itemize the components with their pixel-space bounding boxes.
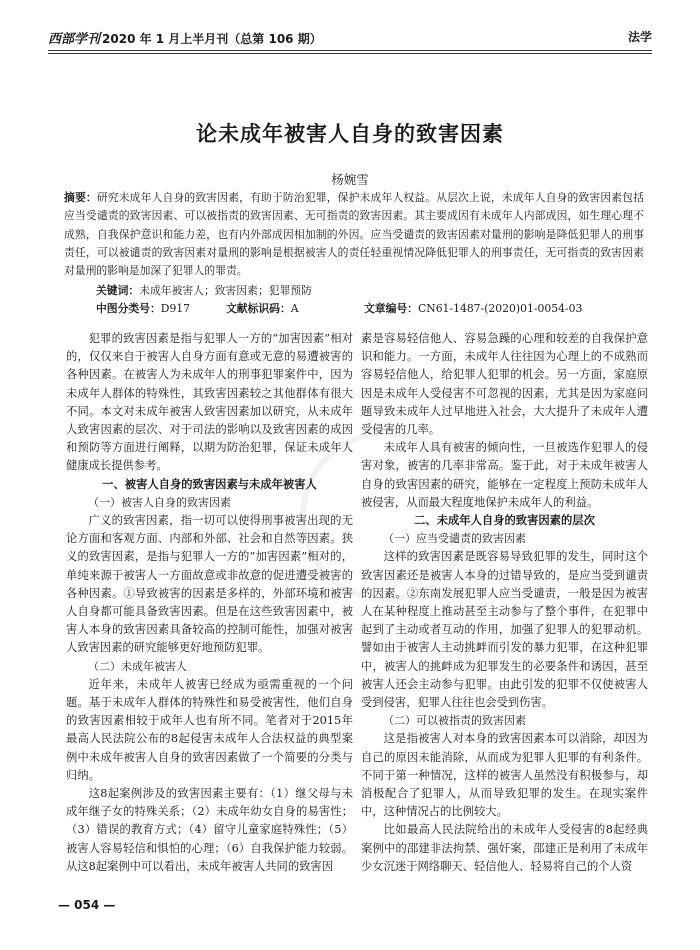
paragraph: 素是容易轻信他人、容易急躁的心理和较差的自我保护意识和能力。一方面，未成年人往往因为心理上的不成熟而容易轻信他人，给犯罪人犯罪的机会。另一方面，家庭原因是未成年人受侵害不可忽视的因素，尤其是因为家庭问题导致未成年人过早地进入社会，大大提升了未成年人遭受侵害的几率。	[361, 332, 648, 437]
clc-number	[96, 301, 190, 316]
journal-logo: 西部学刊	[48, 32, 101, 47]
section-heading: 二、未成年人自身的致害因素的层次	[414, 514, 595, 528]
paragraph: 犯罪的致害因素是指与犯罪人一方的“加害因素”相对的，仅仅来自于被害人自身方面有意或无意的易遭被害的各种因素。在被害人为未成年人的刑事犯罪案件中，因为未成年人群体的特殊性，其致害因素较之其他群体有很大不同。本文对未成年被害人致害因素加以研究，从未成年人致害因素的层次、对于司法的影响以及致害因素的成因和预防等方面进行阐释，以期为防治犯罪，保证未成年人健康成长提供参考。	[66, 332, 353, 473]
left-column	[66, 330, 353, 876]
running-header	[48, 22, 652, 48]
paragraph: 未成年人具有被害的倾向性，一旦被选作犯罪人的侵害对象，被害的几率非常高。鉴于此，对于未成年被害人自身的致害因素的研究，能够在一定程度上预防未成年人被侵害，从而最大程度地保护未成年人的利益。	[361, 441, 648, 509]
art-value: CN61-1487-(2020)01-0054-03	[417, 302, 583, 315]
article-title: 论未成年被害人自身的致害因素	[196, 122, 504, 146]
page-number: — 054 —	[58, 898, 116, 912]
author-name: 杨婉雪	[331, 172, 369, 187]
issue-info: 2020 年 1 月上半月刊（总第 106 期）	[102, 32, 322, 46]
keywords-text: 未成年被害人；致害因素；犯罪预防	[139, 284, 312, 297]
art-label: 文章编号：	[364, 302, 418, 315]
paragraph: 这是指被害人对本身的致害因素本可以消除，却因为自己的原因未能消除，从而成为犯罪人犯罪的有利条件。不同于第一种情况，这样的被害人虽然没有积极参与，却消极配合了犯罪人，从而导致犯罪的发生。在现实案件中，这种情况占的比例较大。	[361, 732, 648, 819]
paragraph: 这样的致害因素是既容易导致犯罪的发生，同时这个致害因素还是被害人本身的过错导致的，是应当受到谴责的因素。②东南发展犯罪人应当受谴责，一般是因为被害人在某种程度上推动甚至主动参与了整个事件，在犯罪中起到了主动或者互动的作用，加强了犯罪人的犯罪动机。譬如由于被害人主动挑衅而引发的暴力犯罪，在这种犯罪中，被害人的挑衅成为犯罪发生的必要条件和诱因，甚至被害人还会主动参与犯罪。由此引发的犯罪不仅使被害人受到侵害，犯罪人往往也会受到伤害。	[361, 550, 648, 710]
subsection-heading: （二）未成年被害人	[88, 659, 187, 673]
abstract-text: 研究未成年人自身的致害因素，有助于防治犯罪，保护未成年人权益。从层次上说，未成年人自身的致害因素包括应当受谴责的致害因素、可以被指责的致害因素、无可指责的致害因素。其主要成因有未成年人内部成因，如生理心理不成熟，自我保护意识和能力差，也有内外部成因相加制的外因。应当受谴责的致害因素对量刑的影响是降低犯罪人的刑事责任，可以被谴责的致害因素对量刑的影响是根据被害人的责任轻重视情况降低犯罪人的刑事责任，无可指责的致害因素对量刑的影响是加深了犯罪人的罪责。	[64, 191, 645, 278]
keywords-label: 关键词：	[96, 284, 140, 297]
paragraph: 近年来，未成年人被害已经成为亟需重视的一个问题。基于未成年人群体的特殊性和易受被害性，他们自身的致害因素相较于成年人也有所不同。笔者对于2015年最高人民法院公布的8起侵害未成年人合法权益的典型案例中未成年被害人自身的致害因素做了一个简要的分类与归纳。	[66, 677, 353, 782]
doc-value: A	[290, 302, 299, 315]
journal-issue-line	[48, 28, 322, 47]
paragraph: 这8起案例涉及的致害因素主要有：（1）继父母与未成年继子女的特殊关系；（2）未成年幼女自身的易害性；（3）错误的教育方式；（4）留守儿童家庭特殊性；（5）被害人容易轻信和惧怕的心理；（6）自我保护能力较弱。从这8起案例中可以看出，未成年被害人共同的致害因	[66, 787, 353, 873]
clc-value: D917	[160, 302, 191, 315]
subsection-heading: （一）应当受谴责的致害因素	[383, 532, 526, 546]
paragraph: 比如最高人民法院给出的未成年人受侵害的8起经典案例中的邵建非法拘禁、强奸案，邵建正是利用了未成年少女沉迷于网络聊天、轻信他人、轻易将自己的个人资	[361, 823, 648, 873]
section-label: 法学	[627, 30, 652, 44]
keywords	[96, 283, 312, 298]
abstract	[64, 189, 644, 280]
right-column	[361, 330, 648, 876]
doc-label: 文献标识码：	[226, 302, 291, 315]
subsection-heading: （一）被害人自身的致害因素	[88, 495, 231, 509]
subsection-heading: （二）可以被指责的致害因素	[383, 714, 526, 728]
header-rule	[48, 50, 652, 51]
section-heading: 一、被害人自身的致害因素与未成年被害人	[102, 477, 317, 491]
header-rule-2	[48, 53, 652, 54]
paragraph: 广义的致害因素，指一切可以使得刑事被害出现的无论方面和客观方面、内部和外部、社会和自然等因素。狭义的致害因素，是指与犯罪人一方的“加害因素”相对的，单纯来源于被害人一方面故意或非故意的促进遭受被害的各种因素。①导致被害的因素是多样的，外部环境和被害人自身都可能具备致害因素。但是在这些致害因素中，被害人本身的致害因素具备较高的控制可能性，加强对被害人致害因素的研究能够更好地预防犯罪。	[66, 514, 353, 655]
article-number	[364, 301, 582, 316]
clc-label: 中图分类号：	[96, 302, 161, 315]
doc-code	[226, 301, 299, 316]
abstract-label: 摘要：	[64, 191, 97, 204]
